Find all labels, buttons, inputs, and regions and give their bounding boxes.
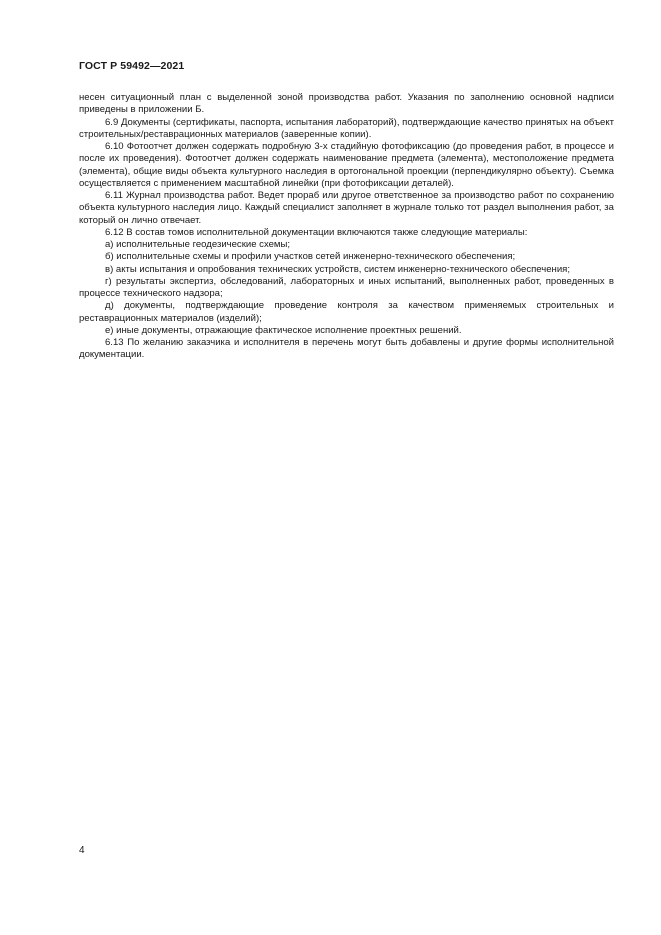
paragraph-continuation: несен ситуационный план с выделенной зоной производства работ. Указания по заполнению основной надписи приведены в приложении Б. <box>79 92 614 116</box>
paragraph-6-10: 6.10 Фотоотчет должен содержать подробную 3-х стадийную фотофиксацию (до проведения работ, в процессе и после их проведения). Фотоотчет должен содержать наименование предмета (элемента), местоположение предмета (элемента), общие виды объекта культурного наследия в ортогональной проекции (перпендикулярно объекту). Съемка осуществляется с применением масштабной линейки (при фотофиксации деталей). <box>79 141 614 189</box>
paragraph-6-13: 6.13 По желанию заказчика и исполнителя в перечень могут быть добавлены и другие формы исполнительной документации. <box>79 337 614 361</box>
page-number: 4 <box>79 845 85 856</box>
page-header-standard-id: ГОСТ Р 59492—2021 <box>79 60 185 72</box>
list-item-d: д) документы, подтверждающие проведение контроля за качеством применяемых строительных и реставрационных материалов (изделий); <box>79 300 614 324</box>
list-item-b: б) исполнительные схемы и профили участков сетей инженерно-технического обеспечения; <box>105 251 516 263</box>
paragraph-6-11: 6.11 Журнал производства работ. Ведет прораб или другое ответственное за производство работ по сохранению объекта культурного наследия лицо. Каждый специалист заполняет в журнале только тот раздел выполнения работ, за который он лично отвечает. <box>79 190 614 226</box>
paragraph-6-9: 6.9 Документы (сертификаты, паспорта, испытания лабораторий), подтверждающие качество принятых на объект строительных/реставрационных материалов (заверенные копии). <box>79 116 614 140</box>
list-item-e: е) иные документы, отражающие фактическое исполнение проектных решений. <box>105 324 462 336</box>
list-item-v: в) акты испытания и опробования технических устройств, систем инженерно-технического обеспечения; <box>105 263 570 275</box>
paragraph-6-12: 6.12 В состав томов исполнительной документации включаются также следующие материалы: <box>105 226 528 238</box>
document-body <box>79 92 614 362</box>
list-item-g: г) результаты экспертиз, обследований, лабораторных и иных испытаний, выполненных работ, проведенных в процессе технического надзора; <box>79 275 614 299</box>
list-item-a: а) исполнительные геодезические схемы; <box>105 239 291 250</box>
